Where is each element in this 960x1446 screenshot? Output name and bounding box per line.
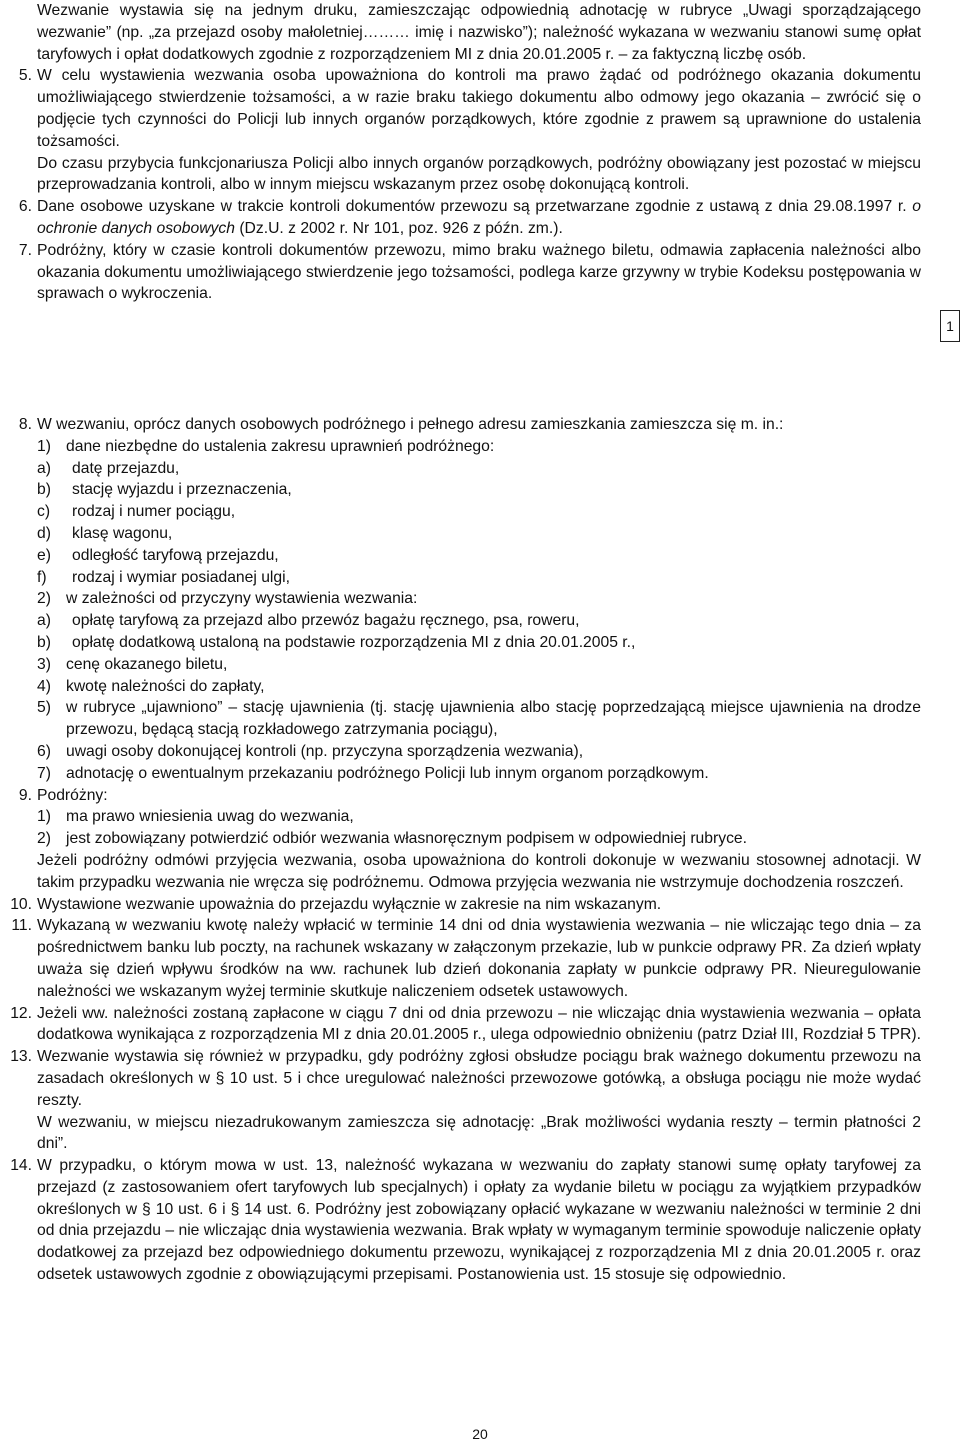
paragraph-14 xyxy=(10,1155,921,1286)
list-text: ma prawo wniesienia uwag do wezwania, xyxy=(66,808,354,826)
list-text: adnotację o ewentualnym przekazaniu podróżnego Policji lub innym organom porządkowym. xyxy=(66,764,709,782)
paragraph-13 xyxy=(10,1046,921,1111)
bottom-section xyxy=(0,414,921,1286)
sub-list-letter: d) xyxy=(37,524,51,542)
list-number: 5) xyxy=(37,699,51,717)
sub-list-item xyxy=(37,567,921,589)
paragraph-number: 6. xyxy=(18,198,32,216)
paragraph-text: Wystawione wezwanie upoważnia do przejazdu wyłącznie w zakresie na nim wskazanym. xyxy=(37,895,662,913)
sub-list-letter: e) xyxy=(37,546,51,564)
paragraph-number: 13. xyxy=(10,1048,32,1066)
list-text: jest zobowiązany potwierdzić odbiór wezwania własnoręcznym podpisem w odpowiedniej rubryce. xyxy=(66,830,747,848)
paragraph-5 xyxy=(18,65,921,152)
sub-list-text: datę przejazdu, xyxy=(72,459,180,477)
list-item xyxy=(37,806,921,828)
paragraph-9 xyxy=(18,785,921,807)
list-number: 2) xyxy=(37,590,51,608)
list-item xyxy=(37,436,921,458)
paragraph-text: Wezwanie wystawia się również w przypadku, gdy podróżny zgłosi obsłudze pociągu brak ważnego dokumentu przewozu na zasadach określonych w § 10 ust. 5 i chce uregulować należności przewozowe gotówką, a obsługa pociągu nie może wydać reszty. xyxy=(37,1048,921,1109)
paragraph-number: 9. xyxy=(18,786,32,804)
list-item xyxy=(37,697,921,741)
sub-list-2 xyxy=(0,610,921,654)
sub-list-letter: a) xyxy=(37,612,51,630)
list-item xyxy=(37,828,921,850)
paragraph-5-continuation: Do czasu przybycia funkcjonariusza Policji albo innych organów porządkowych, podróżny obowiązany jest pozostać w miejscu przeprowadzania kontroli, albo w innym miejscu wskazanym przez osobę dokonującą kontroli. xyxy=(37,154,921,194)
paragraph-text: Podróżny: xyxy=(37,786,108,804)
list-number: 4) xyxy=(37,677,51,695)
paragraph-number: 10. xyxy=(10,895,32,913)
act-title: o ochronie danych osobowych xyxy=(37,198,921,237)
list-item xyxy=(37,654,921,676)
page-number: 20 xyxy=(472,1426,488,1442)
paragraph-number: 14. xyxy=(10,1157,32,1175)
paragraph-8 xyxy=(18,414,921,436)
paragraph-text: Jeżeli ww. należności zostaną zapłacone w ciągu 7 dni od dnia przewozu – nie wliczając dnia wystawienia wezwania – opłata dodatkowa wynikająca z rozporządzenia MI z dnia 20.01.2005 r., ulega odpowiednio obniżeniu (patrz Dział III, Rozdział 5 TPR). xyxy=(37,1004,921,1044)
list-text: w zależności od przyczyny wystawienia wezwania: xyxy=(66,590,418,608)
paragraph-12 xyxy=(10,1003,921,1047)
paragraph-10 xyxy=(10,894,921,916)
paragraph-text: (Dz.U. z 2002 r. Nr 101, poz. 926 z późn. zm.). xyxy=(234,219,563,237)
list-item xyxy=(37,763,921,785)
paragraph-text: W wezwaniu, oprócz danych osobowych podróżnego i pełnego adresu zamieszkania zamieszcza się m. in.: xyxy=(37,416,784,433)
paragraph-text: Dane osobowe uzyskane w trakcie kontroli dokumentów przewozu są przetwarzane zgodnie z ustawą z dnia 29.08.1997 r. xyxy=(37,198,913,216)
list-text: kwotę należności do zapłaty, xyxy=(66,677,265,695)
paragraph-9-continuation: Jeżeli podróżny odmówi przyjęcia wezwania, osoba upoważniona do kontroli dokonuje w wezwaniu stosownej adnotacji. W takim przypadku wezwania nie wręcza się podróżnemu. Odmowa przyjęcia wezwania nie wstrzymuje dochodzenia roszczeń. xyxy=(37,851,921,891)
list-text: uwagi osoby dokonującej kontroli (np. przyczyna sporządzenia wezwania), xyxy=(66,742,584,760)
list-number: 7) xyxy=(37,764,51,782)
paragraph-13-continuation: W wezwaniu, w miejscu niezadrukowanym zamieszcza się adnotację: „Brak możliwości wydania reszty – termin płatności 2 dni”. xyxy=(37,1113,921,1153)
sub-list-letter: c) xyxy=(37,503,51,521)
list-item xyxy=(37,588,921,610)
list-text: dane niezbędne do ustalenia zakresu uprawnień podróżnego: xyxy=(66,437,495,455)
sub-list-1 xyxy=(0,458,921,589)
sub-list-text: opłatę dodatkową ustaloną na podstawie rozporządzenia MI z dnia 20.01.2005 r., xyxy=(72,633,636,651)
paragraph-4-continuation: Wezwanie wystawia się na jednym druku, zamieszczając odpowiednią adnotację w rubryce „Uwagi sporządzającego wezwanie” (np. „za przejazd osoby małoletniej……… imię i nazwisko”); należność wykazana w wezwaniu stanowi sumę opłat taryfowych i opłat dodatkowych zgodnie z rozporządzeniem MI z dnia 20.01.2005 r. – za faktyczną liczbę osób. xyxy=(37,2,921,63)
sub-list-text: rodzaj i numer pociągu, xyxy=(72,503,236,521)
sub-list-item xyxy=(37,458,921,480)
paragraph-11 xyxy=(11,915,921,1002)
sub-list-text: odległość taryfową przejazdu, xyxy=(72,546,279,564)
paragraph-text: W celu wystawienia wezwania osoba upoważniona do kontroli ma prawo żądać od podróżnego okazania dokumentu umożliwiającego stwierdzenie tożsamości, a w razie braku takiego dokumentu albo odmowy jego okazania – zwrócić się o podjęcie tych czynności do Policji lub innych organów porządkowych, które zgodnie z prawem są uprawnione do ustalenia tożsamości. xyxy=(37,67,921,150)
margin-note-box: 1 xyxy=(940,310,960,342)
paragraph-number: 8. xyxy=(18,416,32,433)
list-text: w rubryce „ujawniono” – stację ujawnienia (tj. stację ujawnienia albo stację poprzedzającą miejsce ujawnienia na drodze przewozu, będącą stacją rozkładowego zatrzymania pociągu), xyxy=(66,699,921,739)
list-number: 1) xyxy=(37,437,51,455)
paragraph-7 xyxy=(18,240,921,305)
paragraph-text: W przypadku, o którym mowa w ust. 13, należność wykazana w wezwaniu do zapłaty stanowi sumę opłaty taryfowej za przejazd (z zastosowaniem ofert taryfowych lub specjalnych) i opłaty za wydanie biletu w pociągu za wyjątkiem przypadków określonych w § 10 ust. 6 i § 14 ust. 6. Podróżny jest zobowiązany opłacić wykazane w wezwaniu należności w terminie 2 dni od dnia przejazdu – nie wliczając dnia wystawienia wezwania. Brak wpłaty w wymaganym terminie spowoduje naliczenie opłaty dodatkowej za przejazd bez odpowiedniego dokumentu przewozu, wynikającej z rozporządzenia MI z dnia 20.01.2005 r. oraz odsetek ustawowych zgodnie z obowiązującymi przepisami. Postanowienia ust. 15 stosuje się odpowiednio. xyxy=(37,1157,921,1284)
paragraph-number: 11. xyxy=(11,917,32,935)
sub-list-letter: a) xyxy=(37,459,51,477)
sub-list-letter: b) xyxy=(37,633,51,651)
sub-list-text: rodzaj i wymiar posiadanej ulgi, xyxy=(72,568,290,586)
sub-list-item xyxy=(37,501,921,523)
list-number: 1) xyxy=(37,808,51,826)
top-section xyxy=(0,0,921,305)
list-number: 2) xyxy=(37,830,51,848)
list-item xyxy=(37,741,921,763)
sub-list-letter: b) xyxy=(37,481,51,499)
paragraph-6 xyxy=(18,196,921,240)
sub-list-text: klasę wagonu, xyxy=(72,524,173,542)
sub-list-item xyxy=(37,479,921,501)
list-number: 6) xyxy=(37,742,51,760)
sub-list-text: stację wyjazdu i przeznaczenia, xyxy=(72,481,292,499)
list-item xyxy=(37,676,921,698)
sub-list-item xyxy=(37,523,921,545)
paragraph-number: 12. xyxy=(10,1004,32,1022)
sub-list-item xyxy=(37,545,921,567)
paragraph-text: Podróżny, który w czasie kontroli dokumentów przewozu, mimo braku ważnego biletu, odmawia zapłacenia należności albo okazania dokumentu umożliwiającego stwierdzenie jego tożsamości, podlega karze grzywny w trybie Kodeksu postępowania w sprawach o wykroczenia. xyxy=(37,241,921,303)
list-text: cenę okazanego biletu, xyxy=(66,655,228,673)
sub-list-item xyxy=(37,632,921,654)
sub-list-item xyxy=(37,610,921,632)
sub-list-letter: f) xyxy=(37,568,47,586)
list-number: 3) xyxy=(37,655,51,673)
paragraph-number: 5. xyxy=(18,67,32,85)
sub-list-text: opłatę taryfową za przejazd albo przewóz bagażu ręcznego, psa, roweru, xyxy=(72,612,580,630)
paragraph-text: Wykazaną w wezwaniu kwotę należy wpłacić w terminie 14 dni od dnia wystawienia wezwania – nie wliczając tego dnia – za pośrednictwem banku lub poczty, na rachunek wskazany w załączonym przekazie, lub w punkcie odprawy PR. Za dzień wpłaty uważa się dzień wpływu środków na ww. rachunek lub dzień dokonania zapłaty w punkcie odprawy PR. Nieuregulowanie należności we wskazanym wyżej terminie skutkuje naliczeniem odsetek ustawowych. xyxy=(37,917,921,1000)
paragraph-number: 7. xyxy=(18,241,32,259)
